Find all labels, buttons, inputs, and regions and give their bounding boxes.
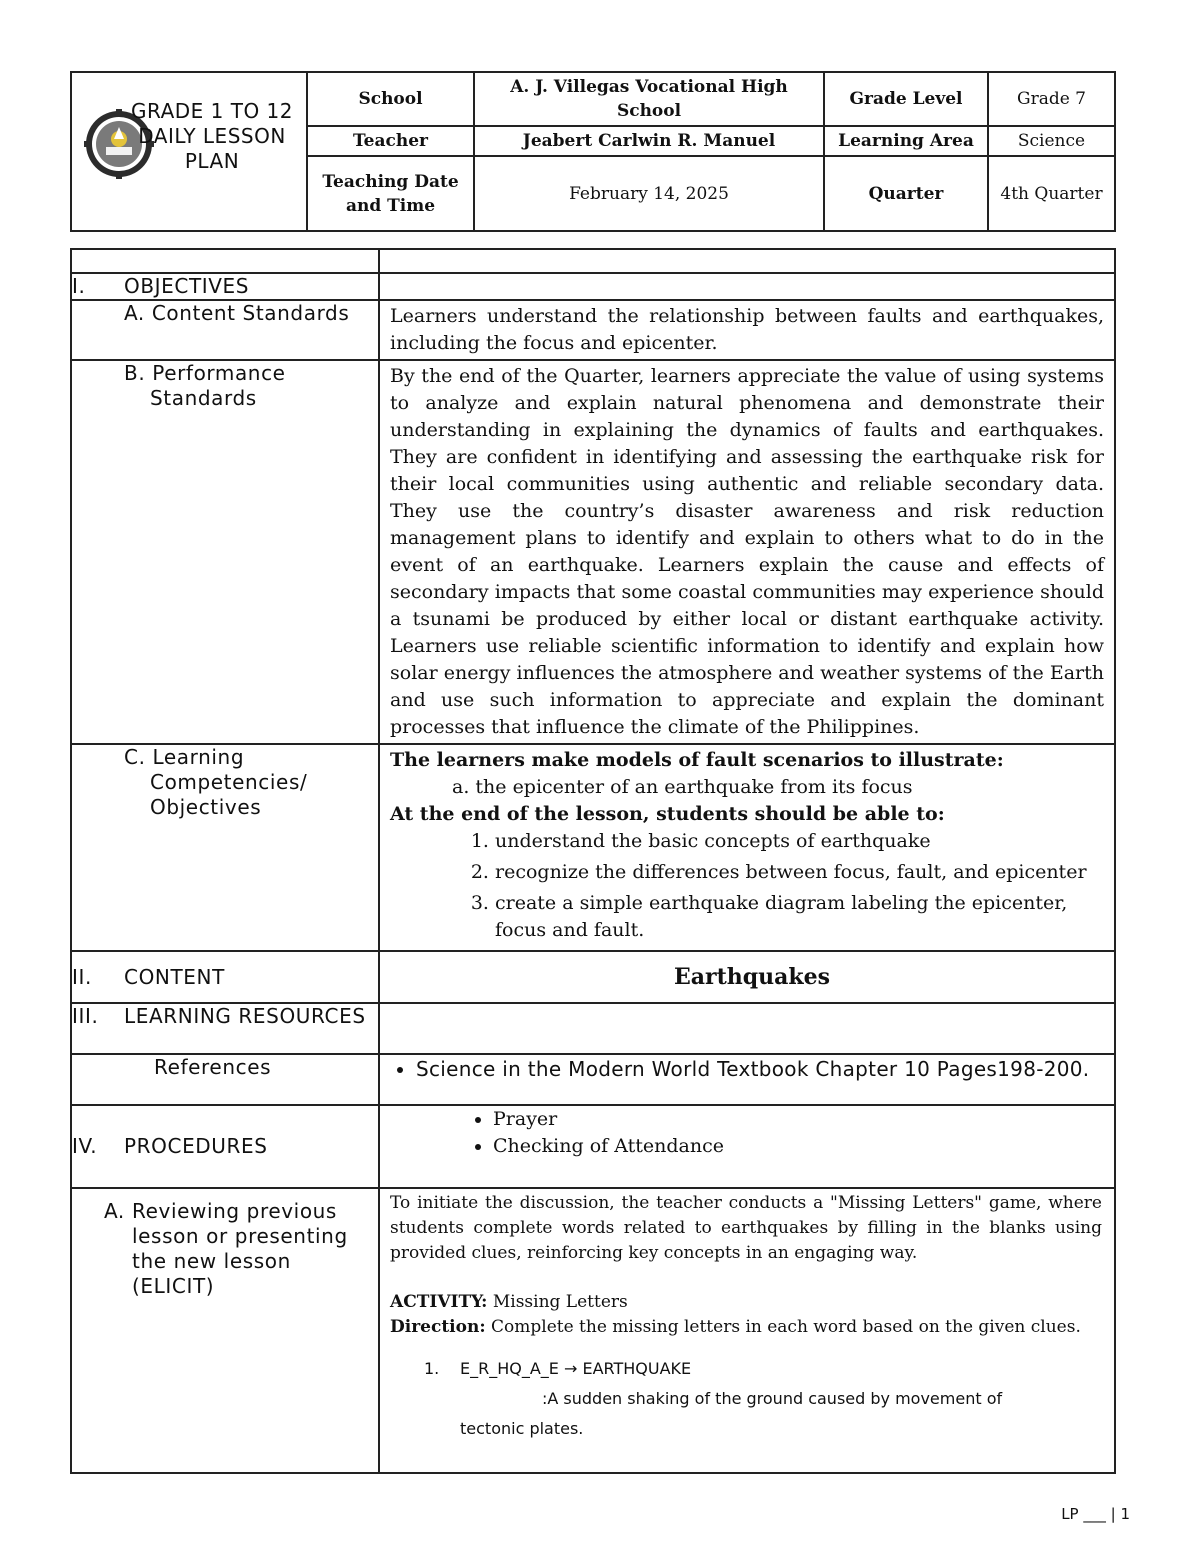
direction-value: Complete the missing letters in each word based on the given clues. [491,1317,1081,1337]
missing-word-clue-cont: tectonic plates. [460,1419,584,1438]
learning-area-value: Science [988,126,1115,156]
references-label: References [71,1054,379,1105]
school-value: A. J. Villegas Vocational High School [474,72,824,126]
plan-title-cell [71,72,307,231]
lesson-plan-table [70,248,1116,1474]
competencies-sub-a: a. the epicenter of an earthquake from its focus [452,776,913,798]
missing-word: E_R_HQ_A_E → EARTHQUAKE [460,1359,692,1378]
school-label: School [307,72,474,126]
list-item: • Science in the Modern World Textbook Chapter 10 Pages198-200. [416,1056,1114,1082]
learning-resources-heading: III. LEARNING RESOURCES [71,1003,379,1054]
performance-standards-text: By the end of the Quarter, learners appreciate the value of using systems to analyze and explain natural phenomena and demonstrate their understanding in explaining the dynamics of faults and earthquakes. They are confident in identifying and assessing the earthquake risk for their local communities using authentic and reliable secondary data. They use the country’s disaster awareness and risk reduction management plans to identify and explain to others what to do in the event of an earthquake. Learners explain the cause and effects of secondary impacts that some coastal communities may experience should a tsunami be produced by either local or distant earthquake activity. Learners use reliable scientific information to identify and explain how solar energy influences the atmosphere and weather systems of the Earth and use such information to appreciate and explain the dominant processes that influence the climate of the Philippines. [379,360,1115,744]
list-item: 1. understand the basic concepts of earthquake [495,828,1104,855]
activity-label: ACTIVITY: [390,1292,488,1312]
content-standards-text: Learners understand the relationship between faults and earthquakes, including the focus and epicenter. [379,300,1115,360]
plan-title: GRADE 1 TO 12 DAILY LESSON PLAN [130,99,293,173]
competencies-intro: The learners make models of fault scenarios to illustrate: [390,749,1004,771]
missing-letters-item: 1. E_R_HQ_A_E → EARTHQUAKE :A sudden shaking of the ground caused by movement of tectonic plates. [390,1354,1102,1444]
table-row [71,249,1115,273]
list-item: 2. recognize the differences between focus, fault, and epicenter [495,859,1104,886]
competencies-label: C. Learning Competencies/ Objectives [71,744,379,951]
learning-area-label: Learning Area [824,126,988,156]
header-table [70,71,1116,232]
teaching-date-label: Teaching Date and Time [307,156,474,231]
list-item: • Prayer [493,1106,1114,1133]
grade-level-label: Grade Level [824,72,988,126]
table-row [71,273,1115,300]
table-row [71,1105,1115,1188]
competencies-text [379,744,1115,951]
content-topic: Earthquakes [379,951,1115,1003]
objectives-list [390,828,1104,944]
reviewing-intro: To initiate the discussion, the teacher conducts a "Missing Letters" game, where students complete words related to earthquakes by filling in the blanks using provided clues, reinforcing key concepts in an engaging way. [390,1193,1102,1263]
table-row [71,1003,1115,1054]
direction-label: Direction: [390,1317,486,1337]
page-number: LP ___ | 1 [1061,1505,1130,1523]
teacher-label: Teacher [307,126,474,156]
content-standards-label: A. Content Standards [71,300,379,360]
reviewing-label: A. Reviewing previous lesson or presenting the new lesson (ELICIT) [71,1188,379,1473]
table-row [71,300,1115,360]
reviewing-content [379,1188,1115,1473]
table-row [71,1054,1115,1105]
performance-standards-label: B. Performance Standards [71,360,379,744]
missing-word-clue: :A sudden shaking of the ground caused by movement of [542,1389,1003,1408]
activity-value: Missing Letters [492,1292,628,1312]
content-heading: II. CONTENT [71,951,379,1003]
procedures-heading: IV. PROCEDURES [71,1105,379,1188]
table-row [71,951,1115,1003]
quarter-value: 4th Quarter [988,156,1115,231]
table-row [71,744,1115,951]
grade-level-value: Grade 7 [988,72,1115,126]
procedures-list [380,1106,1114,1160]
table-row [71,1188,1115,1473]
objectives-heading: I. OBJECTIVES [71,273,379,300]
references-list [380,1056,1114,1082]
table-row [71,360,1115,744]
list-item: 3. create a simple earthquake diagram labeling the epicenter, focus and fault. [495,890,1104,944]
competencies-intro-2: At the end of the lesson, students should be able to: [390,803,945,825]
teaching-date-value: February 14, 2025 [474,156,824,231]
list-item: • Checking of Attendance [493,1133,1114,1160]
teacher-value: Jeabert Carlwin R. Manuel [474,126,824,156]
quarter-label: Quarter [824,156,988,231]
